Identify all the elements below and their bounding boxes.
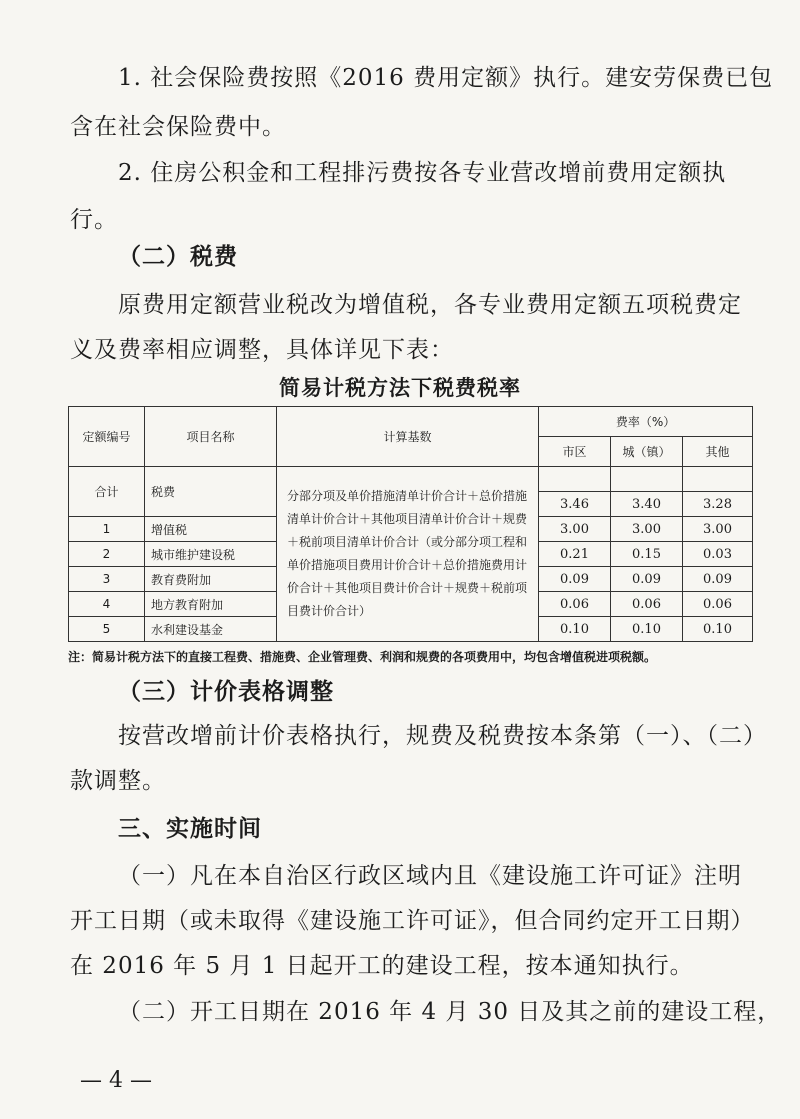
- cell-name: 城市维护建设税: [145, 542, 277, 567]
- paragraph-line: 含在社会保险费中。: [70, 114, 286, 140]
- cell-town: 0.15: [611, 542, 683, 567]
- section-heading-table-adjust: （三）计价表格调整: [118, 679, 334, 705]
- cell-code: 合计: [69, 467, 145, 517]
- cell-other: 0.09: [683, 567, 753, 592]
- cell-code: 2: [69, 542, 145, 567]
- paragraph-line: 原费用定额营业税改为增值税，各专业费用定额五项税费定: [118, 292, 742, 318]
- cell-town: [611, 467, 683, 492]
- header-name: 项目名称: [145, 407, 277, 467]
- table-note: 注：简易计税方法下的直接工程费、措施费、企业管理费、利润和规费的各项费用中，均包含增值税进项税额。: [68, 650, 657, 664]
- cell-other: 3.00: [683, 517, 753, 542]
- cell-town: 0.10: [611, 617, 683, 642]
- table-row: [69, 467, 753, 492]
- cell-city: 0.06: [539, 592, 611, 617]
- header-other: 其他: [683, 437, 753, 467]
- header-city: 市区: [539, 437, 611, 467]
- cell-code: 4: [69, 592, 145, 617]
- cell-city: 3.46: [539, 492, 611, 517]
- paragraph-line: 开工日期（或未取得《建设施工许可证》，但合同约定开工日期）: [70, 908, 755, 934]
- paragraph-line: 义及费率相应调整，具体详见下表：: [70, 337, 454, 363]
- cell-code: 1: [69, 517, 145, 542]
- paragraph-line: 按营改增前计价表格执行，规费及税费按本条第（一）、（二）: [118, 723, 767, 749]
- header-code: 定额编号: [69, 407, 145, 467]
- cell-other: [683, 467, 753, 492]
- cell-code: 5: [69, 617, 145, 642]
- paragraph-line: 在 2016 年 5 月 1 日起开工的建设工程，按本通知执行。: [70, 953, 694, 979]
- cell-name: 教育费附加: [145, 567, 277, 592]
- paragraph-line: 行。: [70, 207, 118, 233]
- cell-town: 3.40: [611, 492, 683, 517]
- cell-other: 0.03: [683, 542, 753, 567]
- table-title: 简易计税方法下税费税率: [279, 376, 521, 400]
- cell-other: 3.28: [683, 492, 753, 517]
- cell-name: 税费: [145, 467, 277, 517]
- cell-code: 3: [69, 567, 145, 592]
- cell-other: 0.06: [683, 592, 753, 617]
- header-rate: 费率（%）: [539, 407, 753, 437]
- paragraph-line: 1. 社会保险费按照《2016 费用定额》执行。建安劳保费已包: [118, 65, 774, 91]
- cell-town: 0.06: [611, 592, 683, 617]
- cell-city: [539, 467, 611, 492]
- cell-name: 水利建设基金: [145, 617, 277, 642]
- paragraph-line: （一）凡在本自治区行政区域内且《建设施工许可证》注明: [118, 863, 742, 889]
- cell-town: 3.00: [611, 517, 683, 542]
- paragraph-line: 款调整。: [70, 768, 166, 794]
- cell-city: 3.00: [539, 517, 611, 542]
- cell-name: 地方教育附加: [145, 592, 277, 617]
- header-basis: 计算基数: [277, 407, 539, 467]
- section-heading-implementation: 三、实施时间: [118, 816, 262, 842]
- paragraph-line: （二）开工日期在 2016 年 4 月 30 日及其之前的建设工程，: [118, 999, 782, 1025]
- header-town: 城（镇）: [611, 437, 683, 467]
- cell-city: 0.21: [539, 542, 611, 567]
- cell-name: 增值税: [145, 517, 277, 542]
- cell-other: 0.10: [683, 617, 753, 642]
- section-heading-tax: （二）税费: [118, 244, 238, 270]
- cell-city: 0.10: [539, 617, 611, 642]
- cell-city: 0.09: [539, 567, 611, 592]
- paragraph-line: 2. 住房公积金和工程排污费按各专业营改增前费用定额执: [118, 160, 727, 186]
- page-number: — 4 —: [80, 1068, 152, 1093]
- cell-town: 0.09: [611, 567, 683, 592]
- tax-rate-table: [68, 406, 753, 642]
- cell-basis: 分部分项及单价措施清单计价合计＋总价措施清单计价合计＋其他项目清单计价合计＋规费＋税前项目清单计价合计（或分部分项工程和单价措施项目费用计价合计＋总价措施费用计价合计＋其他项目费计价合计＋规费＋税前项目费计价合计）: [277, 467, 539, 642]
